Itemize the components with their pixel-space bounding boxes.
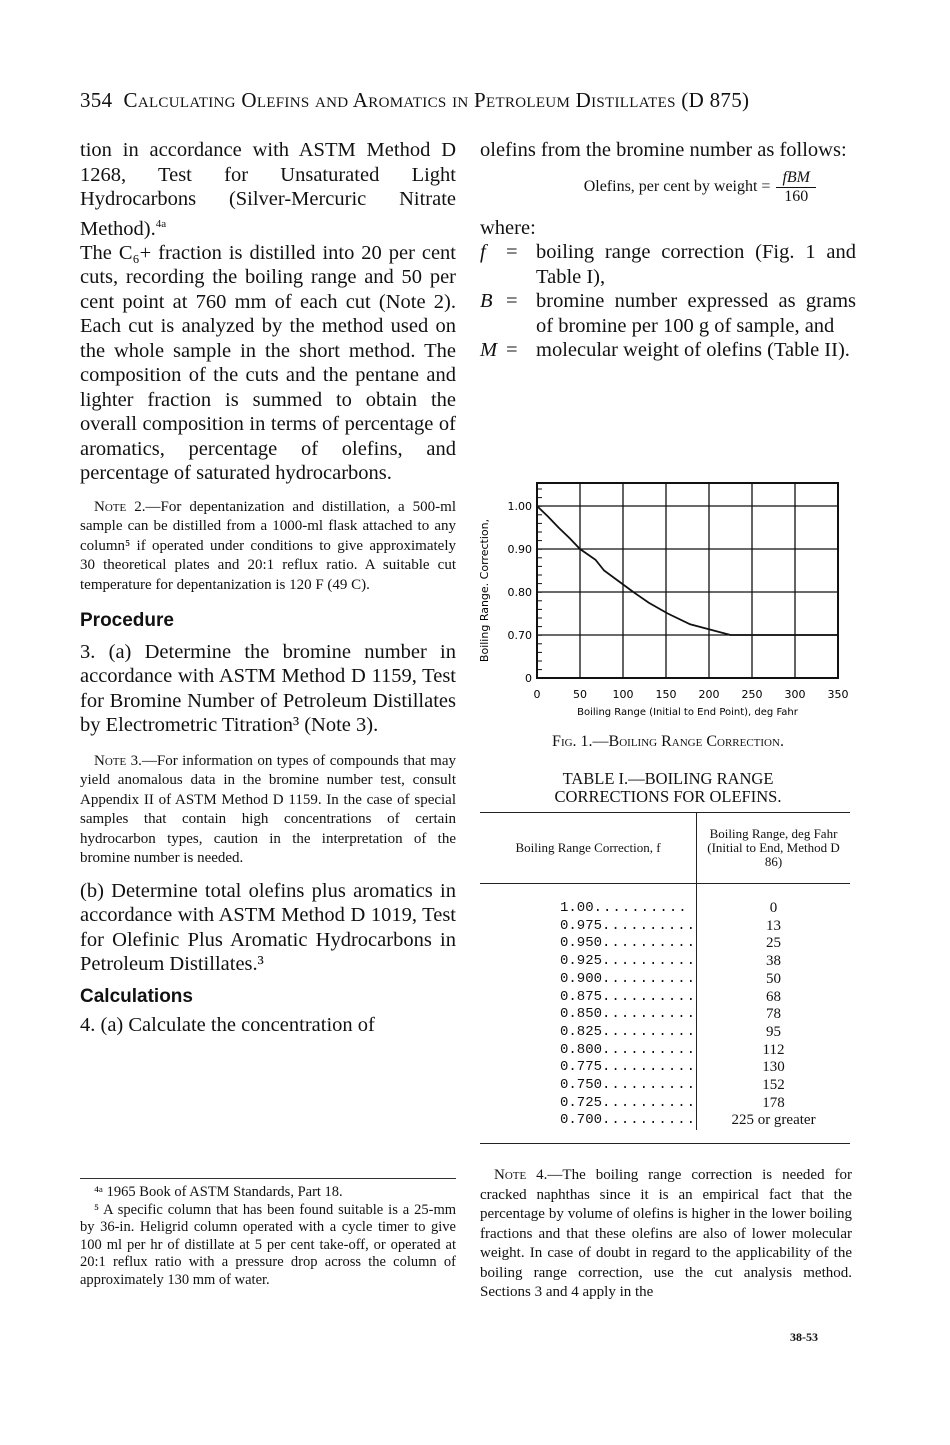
table-1 bbox=[480, 812, 850, 1130]
definition-item: M = molecular weight of olefins (Table II). bbox=[480, 339, 850, 361]
x-axis-label: Boiling Range (Initial to End Point), deg Fahr bbox=[577, 707, 798, 718]
where-label: where: bbox=[480, 216, 536, 239]
x-tick-label: 250 bbox=[741, 688, 763, 701]
table-row: 0.875.......... 68 bbox=[480, 989, 850, 1007]
column-header: Boiling Range Correction, f bbox=[480, 813, 697, 884]
x-tick-label: 300 bbox=[784, 688, 806, 701]
x-tick-label: 150 bbox=[655, 688, 677, 701]
y-tick-label: 0 bbox=[525, 672, 532, 685]
table-row: 0.900.......... 50 bbox=[480, 971, 850, 989]
page-number: 354 bbox=[80, 88, 113, 112]
y-tick-label: 0.80 bbox=[507, 586, 532, 599]
table-row: 0.700.......... 225 or greater bbox=[480, 1112, 850, 1130]
note-3: Note 3.—For information on types of compounds that may yield anomalous data in the bromine number test, consult Appendix II of ASTM Method D 1159. In the case of special samples that contain high concentrations of certain hydrocarbon types, caution in the interpretation of the bromine number is needed. bbox=[80, 752, 456, 867]
figure-caption: Fig. 1.—Boiling Range Correction. bbox=[552, 733, 784, 750]
procedure-heading: Procedure bbox=[80, 610, 174, 632]
footnote: ⁵ A specific column that has been found suitable is a 25-mm by 36-in. Heligrid column operated with a cycle timer to give 100 ml per hr of distillate at 5 per cent take-off, or operated at 20:1 reflux ratio with a pressure drop across the column of approximately 130 mm of water. bbox=[80, 1201, 456, 1288]
y-tick-label: 1.00 bbox=[507, 500, 532, 513]
page-code: 38-53 bbox=[790, 1330, 818, 1344]
table-row: 0.925.......... 38 bbox=[480, 953, 850, 971]
x-tick-label: 350 bbox=[827, 688, 849, 701]
paragraph: tion in accordance with ASTM Method D 1268, Test for Unsaturated Light Hydrocarbons (Silver-Mercuric Nitrate Method).$^{4a}$ bbox=[80, 139, 456, 240]
paragraph: 4. (a) Calculate the concentration of bbox=[80, 1014, 375, 1037]
formula: Olefins, per cent by weight = fBM 160 bbox=[480, 169, 816, 206]
paragraph: (b) Determine total olefins plus aromatics in accordance with ASTM Method D 1019, Test for Olefinic Plus Aromatic Hydrocarbons in Petroleum Distillates.³ bbox=[80, 879, 456, 976]
right-column bbox=[480, 138, 856, 363]
definition-item: f = boiling range correction (Fig. 1 and Table I), bbox=[480, 241, 856, 288]
table-row: 0.975.......... 13 bbox=[480, 918, 850, 936]
left-column bbox=[80, 138, 456, 1038]
x-tick-label: 100 bbox=[612, 688, 634, 701]
footnote: ⁴ᵃ 1965 Book of ASTM Standards, Part 18. bbox=[94, 1184, 343, 1200]
x-tick-label: 0 bbox=[533, 688, 541, 701]
y-tick-label: 0.90 bbox=[507, 543, 532, 556]
table-row: 1.00.......... 0 bbox=[480, 884, 850, 918]
table-row: 0.750.......... 152 bbox=[480, 1077, 850, 1095]
y-axis-label: Boiling Range. Correction, bbox=[478, 518, 491, 663]
paragraph: 3. (a) Determine the bromine number in accordance with ASTM Method D 1159, Test for Bromine Number of Petroleum Distillates by Electrometric Titration³ (Note 3). bbox=[80, 640, 456, 737]
header-title: Calculating Olefins and Aromatics in Petroleum Distillates (D 875) bbox=[123, 88, 750, 112]
y-tick-label: 0.70 bbox=[507, 629, 532, 642]
calculations-heading: Calculations bbox=[80, 985, 193, 1007]
paragraph: The C₆+ fraction is distilled into 20 per cent cuts, recording the boiling range and 50 per cent point at 760 mm of each cut (Note 2). Each cut is analyzed by the method used on the whole sample in the short method. The composition of the cuts and the pentane and lighter fraction is summed to obtain the overall composition in terms of percentage of aromatics, percentage of olefins, and percentage of saturated hydrocarbons. bbox=[80, 241, 456, 485]
table-row: 0.725.......... 178 bbox=[480, 1095, 850, 1113]
table-row: 0.775.......... 130 bbox=[480, 1059, 850, 1077]
table-title: TABLE I.—BOILING RANGE CORRECTIONS FOR OLEFINS. bbox=[554, 769, 782, 806]
table-row: 0.950.......... 25 bbox=[480, 935, 850, 953]
x-tick-label: 200 bbox=[698, 688, 720, 701]
note-4: Note 4.—The boiling range correction is needed for cracked naphthas since it is an empirical fact that the percentage by volume of olefins is higher in the lower boiling fractions and that these olefins are also of lower molecular weight. In case of doubt in regard to the applicability of the boiling range correction, use the cut analysis method. Sections 3 and 4 apply in the bbox=[480, 1167, 853, 1300]
boiling-range-chart bbox=[470, 470, 870, 720]
running-header bbox=[80, 88, 749, 113]
table-row: 0.850.......... 78 bbox=[480, 1006, 850, 1024]
paragraph: olefins from the bromine number as follows: bbox=[480, 139, 847, 161]
footnotes bbox=[80, 1184, 456, 1289]
plot-frame bbox=[537, 483, 838, 678]
column-header: Boiling Range, deg Fahr (Initial to End, Method D 86) bbox=[707, 826, 840, 869]
definition-item: B = bromine number expressed as grams of bromine per 100 g of sample, and bbox=[480, 290, 856, 337]
table-row: 0.800.......... 112 bbox=[480, 1042, 850, 1060]
table-row: 0.825.......... 95 bbox=[480, 1024, 850, 1042]
table-bottom-rule bbox=[480, 1143, 850, 1144]
curve-correction bbox=[537, 506, 838, 635]
note-2: Note 2.—For depentanization and distillation, a 500-ml sample can be distilled from a 1000-ml flask attached to any column⁵ if operated under conditions to give approximately 30 theoretical plates and 20:1 reflux ratio. A suitable cut temperature for depentanization is 120 F (49 C). bbox=[80, 498, 457, 593]
footnote-divider bbox=[80, 1178, 456, 1179]
x-tick-label: 50 bbox=[573, 688, 587, 701]
